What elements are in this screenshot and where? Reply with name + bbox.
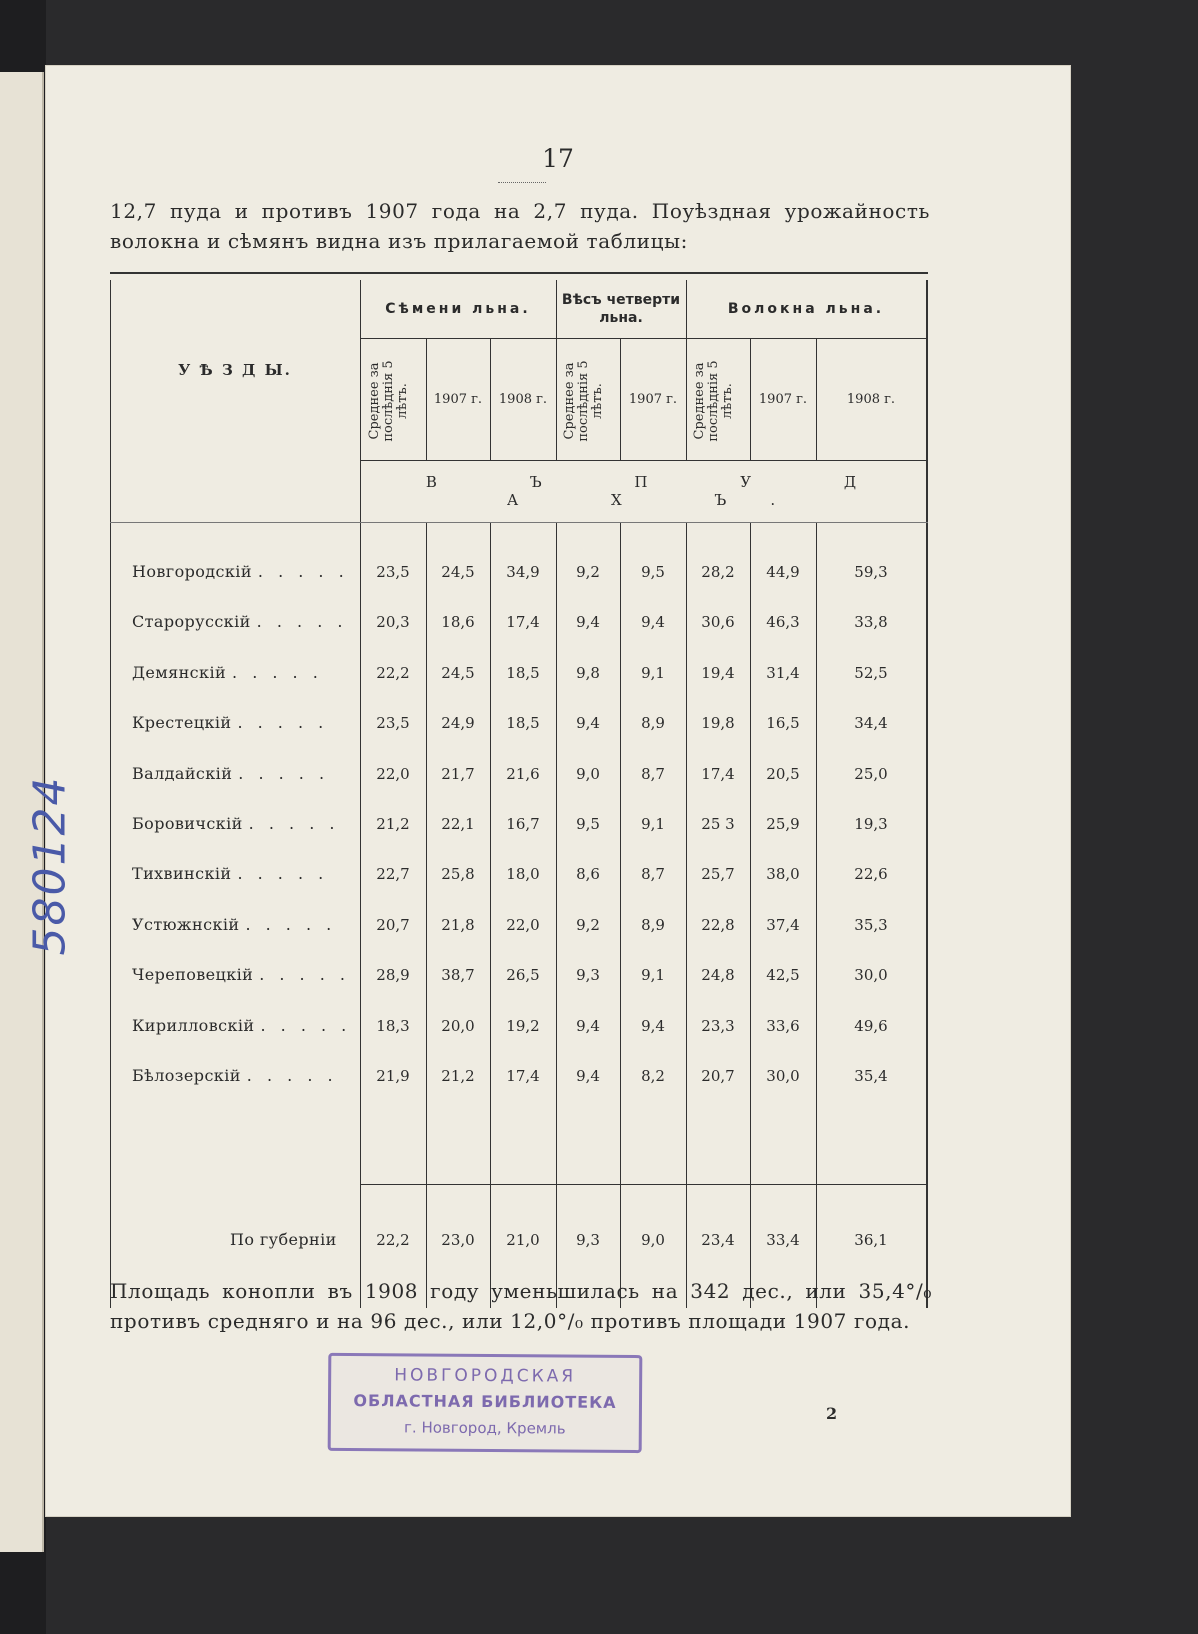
leader-dots: . . . . . — [259, 965, 350, 985]
table-cell: 20,0 — [441, 1016, 475, 1035]
table-cell: 44,9 — [766, 563, 800, 581]
uezd-name — [132, 1066, 338, 1085]
leader-dots: . . . . . — [238, 763, 330, 783]
leader-dots: . . . . . — [260, 1015, 352, 1035]
table-cell: 23,5 — [376, 563, 410, 581]
table-cell: 9,4 — [641, 613, 665, 632]
leader-dots: . . . . . — [246, 1066, 338, 1085]
stamp-line-3: г. Новгород, Кремль — [403, 1418, 566, 1438]
table-cell: 21,2 — [441, 1067, 475, 1085]
uezdy-header: У Ѣ З Д Ы. — [178, 361, 292, 379]
weight-group-header: Вѣсъ четверти льна. — [561, 292, 681, 326]
table-cell: 23,5 — [376, 714, 410, 733]
table-cell: 25,0 — [854, 764, 888, 783]
table-cell: 19,8 — [701, 714, 735, 733]
leader-dots: . . . . . — [257, 562, 349, 581]
table-cell: 28,2 — [701, 563, 735, 581]
table-cell: 21,7 — [441, 764, 475, 783]
table-cell: 9,5 — [576, 815, 600, 833]
table-cell: 17,4 — [701, 764, 735, 783]
table-cell: 20,5 — [766, 764, 800, 783]
intro-text: 12,7 пуда и противъ 1907 года на 2,7 пуда. Поуѣздная урожайность волокна и сѣмянъ видна изъ прилагаемой таблицы: — [110, 199, 930, 253]
table-cell: 24,5 — [441, 563, 475, 581]
table-cell: 8,2 — [641, 1067, 665, 1085]
stamp-line-1: НОВГОРОДСКАЯ — [394, 1365, 577, 1387]
table-cell: 9,4 — [576, 613, 600, 632]
table-cell: 9,3 — [576, 966, 600, 985]
seeds-group-header: Сѣмени льна. — [385, 301, 531, 317]
table-cell: 35,4 — [854, 1067, 888, 1085]
table-cell: 9,1 — [641, 663, 665, 682]
seeds-avg-header: Среднее за послѣднія 5 лѣтъ. — [367, 360, 410, 442]
document-page — [46, 66, 1070, 1516]
stamp-line-2: ОБЛАСТНАЯ БИБЛИОТЕКА — [353, 1391, 617, 1412]
library-stamp — [328, 1353, 643, 1453]
row-label-text: Валдайскій — [132, 763, 233, 783]
table-cell: 52,5 — [854, 663, 888, 682]
weight-1907-header: 1907 г. — [628, 391, 678, 407]
table-cell: 18,0 — [506, 865, 540, 884]
table-cell: 37,4 — [766, 915, 800, 934]
table-cell: 20,7 — [701, 1067, 735, 1085]
table-cell: 9,3 — [576, 1231, 600, 1249]
table-cell: 17,4 — [506, 613, 540, 632]
row-label-text: Демянскій — [132, 662, 227, 682]
table-cell: 18,6 — [441, 613, 475, 632]
table-cell: 9,4 — [576, 1067, 600, 1085]
page-number: 17 — [542, 144, 574, 173]
leader-dots: . . . . . — [248, 814, 340, 833]
table-cell: 28,9 — [376, 966, 410, 985]
table-cell: 18,3 — [376, 1016, 410, 1035]
row-label-text: Кирилловскій — [132, 1015, 255, 1035]
row-label-text: Тихвинскій — [132, 864, 232, 884]
total-row-label — [230, 1230, 337, 1249]
leader-dots: . . . . . — [245, 914, 337, 934]
table-cell: 18,5 — [506, 714, 540, 733]
table-cell: 9,8 — [576, 663, 600, 682]
table-cell: 31,4 — [766, 663, 800, 682]
sheet-mark: 2 — [826, 1404, 838, 1423]
leader-dots: . . . . . — [232, 662, 323, 682]
row-label-text: Крестецкій — [132, 713, 232, 733]
table-cell: 33,8 — [854, 613, 888, 632]
uezd-name — [132, 965, 350, 984]
uezd-name — [132, 1016, 351, 1035]
yield-table — [110, 272, 928, 1312]
table-cell: 23,0 — [441, 1231, 475, 1249]
table-cell: 9,1 — [641, 815, 665, 833]
row-label-text: По губерніи — [230, 1230, 337, 1249]
table-cell: 22,6 — [854, 865, 888, 884]
uezd-name — [132, 612, 347, 631]
uezd-name — [132, 713, 328, 732]
table-cell: 8,7 — [641, 764, 665, 783]
table-cell: 24,9 — [441, 714, 475, 733]
weight-avg-header: Среднее за послѣднія 5 лѣтъ. — [562, 360, 605, 442]
table-cell: 25,7 — [701, 865, 735, 884]
table-cell: 23,4 — [701, 1231, 735, 1249]
table-cell: 30,0 — [854, 966, 888, 985]
table-cell: 22,0 — [506, 915, 540, 934]
row-label-text: Устюжнскій — [132, 914, 240, 934]
leader-dots: . . . . . — [237, 713, 329, 733]
table-cell: 22,8 — [701, 915, 735, 934]
table-cell: 34,4 — [854, 714, 888, 733]
uezd-name — [132, 915, 336, 934]
table-cell: 25 3 — [701, 815, 735, 833]
table-cell: 25,8 — [441, 865, 475, 884]
row-label-text: Новгородскій — [132, 562, 252, 581]
table-cell: 38,7 — [441, 966, 475, 985]
table-cell: 21,9 — [376, 1067, 410, 1085]
table-cell: 24,5 — [441, 663, 475, 682]
table-cell: 33,4 — [766, 1231, 800, 1249]
table-cell: 8,7 — [641, 865, 665, 884]
table-cell: 20,3 — [376, 613, 410, 632]
seeds-1907-header: 1907 г. — [433, 391, 483, 407]
uezd-name — [132, 814, 339, 833]
table-cell: 35,3 — [854, 915, 888, 934]
table-cell: 26,5 — [506, 966, 540, 985]
table-cell: 22,7 — [376, 865, 410, 884]
page-number-ornament — [498, 179, 546, 183]
table-cell: 9,2 — [576, 563, 600, 581]
table-cell: 46,3 — [766, 613, 800, 632]
table-cell: 19,3 — [854, 815, 888, 833]
table-cell: 30,6 — [701, 613, 735, 632]
table-cell: 25,9 — [766, 815, 800, 833]
fiber-avg-header: Среднее за послѣднія 5 лѣтъ. — [692, 360, 735, 442]
table-cell: 9,4 — [576, 1016, 600, 1035]
table-cell: 21,0 — [506, 1231, 540, 1249]
table-cell: 59,3 — [854, 563, 888, 581]
table-cell: 33,6 — [766, 1016, 800, 1035]
uezd-name — [132, 764, 329, 783]
table-cell: 19,4 — [701, 663, 735, 682]
table-cell: 23,3 — [701, 1016, 735, 1035]
row-label-text: Череповецкій — [132, 965, 254, 985]
leader-dots: . . . . . — [256, 612, 348, 632]
fiber-1907-header: 1907 г. — [758, 391, 808, 407]
table-cell: 9,4 — [641, 1016, 665, 1035]
table-cell: 22,0 — [376, 764, 410, 783]
uezd-name — [132, 663, 323, 682]
table-cell: 21,8 — [441, 915, 475, 934]
table-cell: 30,0 — [766, 1067, 800, 1085]
table-cell: 9,4 — [576, 714, 600, 733]
table-cell: 8,6 — [576, 865, 600, 884]
table-cell: 20,7 — [376, 915, 410, 934]
table-cell: 16,7 — [506, 815, 540, 833]
table-cell: 21,6 — [506, 764, 540, 783]
uezd-name — [132, 562, 349, 581]
fiber-group-header: Волокна льна. — [727, 301, 885, 317]
table-cell: 36,1 — [854, 1231, 888, 1249]
table-cell: 9,2 — [576, 915, 600, 934]
handwritten-inventory-number: 580124 — [24, 775, 76, 956]
table-cell: 9,1 — [641, 966, 665, 985]
leader-dots: . . . . . — [237, 864, 329, 884]
table-cell: 8,9 — [641, 915, 665, 934]
table-cell: 49,6 — [854, 1016, 888, 1035]
row-label-text: Старорусскій — [132, 612, 251, 632]
fiber-1908-header: 1908 г. — [846, 391, 896, 407]
table-cell: 21,2 — [376, 815, 410, 833]
table-cell: 9,5 — [641, 563, 665, 581]
table-cell: 16,5 — [766, 714, 800, 733]
unit-row: В Ъ П У Д А Х Ъ. — [425, 473, 901, 509]
table-cell: 22,1 — [441, 815, 475, 833]
uezd-name — [132, 864, 328, 883]
table-cell: 22,2 — [376, 663, 410, 682]
table-cell: 17,4 — [506, 1067, 540, 1085]
table-cell: 9,0 — [576, 764, 600, 783]
table-cell: 24,8 — [701, 966, 735, 985]
table-cell: 9,0 — [641, 1231, 665, 1249]
hemp-paragraph: Площадь конопли въ 1908 году уменьшилась на 342 дес., или 35,4°/₀ противъ средняго и на 96 дес., или 12,0°/₀ противъ площади 1907 года. — [110, 1279, 932, 1333]
row-label-text: Бѣлозерскій — [132, 1066, 241, 1085]
table-cell: 38,0 — [766, 865, 800, 884]
table-cell: 34,9 — [506, 563, 540, 581]
seeds-1908-header: 1908 г. — [498, 391, 548, 407]
table-cell: 22,2 — [376, 1231, 410, 1249]
table-cell: 8,9 — [641, 714, 665, 733]
table-cell: 42,5 — [766, 966, 800, 985]
row-label-text: Боровичскій — [132, 814, 243, 833]
table-cell: 18,5 — [506, 663, 540, 682]
table-cell: 19,2 — [506, 1016, 540, 1035]
